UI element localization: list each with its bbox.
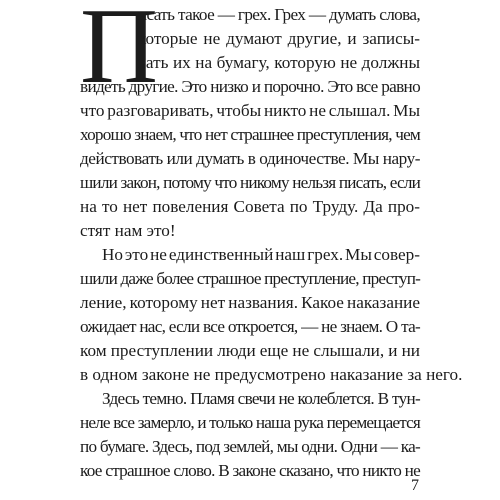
- text-line: хорошо знаем, что нет страшнее преступления, чем: [80, 125, 420, 144]
- text-line: шили даже более страшное преступление, преступ-: [80, 269, 420, 288]
- text-line: в одном законе не предусмотрено наказание за него.: [80, 365, 463, 384]
- text-line: на то нет повеления Совета по Труду. Да про-: [80, 197, 420, 216]
- text-line: исать такое — грех. Грех — думать слова,: [138, 5, 420, 24]
- text-line: действовать или думать в одиночестве. Мы нару-: [80, 149, 420, 168]
- text-line: шили закон, потому что никому нельзя писать, если: [80, 173, 420, 192]
- text-line: ление, которому нет названия. Какое наказание: [80, 293, 420, 312]
- text-line: по бумаге. Здесь, под землей, мы одни. Одни — ка-: [80, 437, 420, 456]
- text-line: ожидает нас, если все откроется, — не знаем. О та-: [80, 317, 420, 336]
- text-line: которые не думают другие, и записы-: [138, 29, 420, 48]
- text-line: Но это не единственный наш грех. Мы совер-: [102, 245, 420, 264]
- text-line: неле все замерло, и только наша рука перемещается: [80, 413, 420, 432]
- text-line: кое страшное слово. В законе сказано, что никто не: [80, 461, 420, 480]
- text-line: что разговаривать, чтобы никто не слышал. Мы: [80, 101, 420, 120]
- text-line: стят нам это!: [80, 221, 176, 240]
- page-number: 7: [411, 477, 419, 494]
- text-line: видеть другие. Это низко и порочно. Это все равно: [80, 77, 420, 96]
- text-line: вать их на бумагу, которую не должны: [138, 53, 420, 72]
- text-line: Здесь темно. Пламя свечи не колеблется. В тун-: [102, 389, 420, 408]
- text-line: ком преступлении люди еще не слышали, и ни: [80, 341, 420, 360]
- drop-cap: П: [80, 0, 158, 106]
